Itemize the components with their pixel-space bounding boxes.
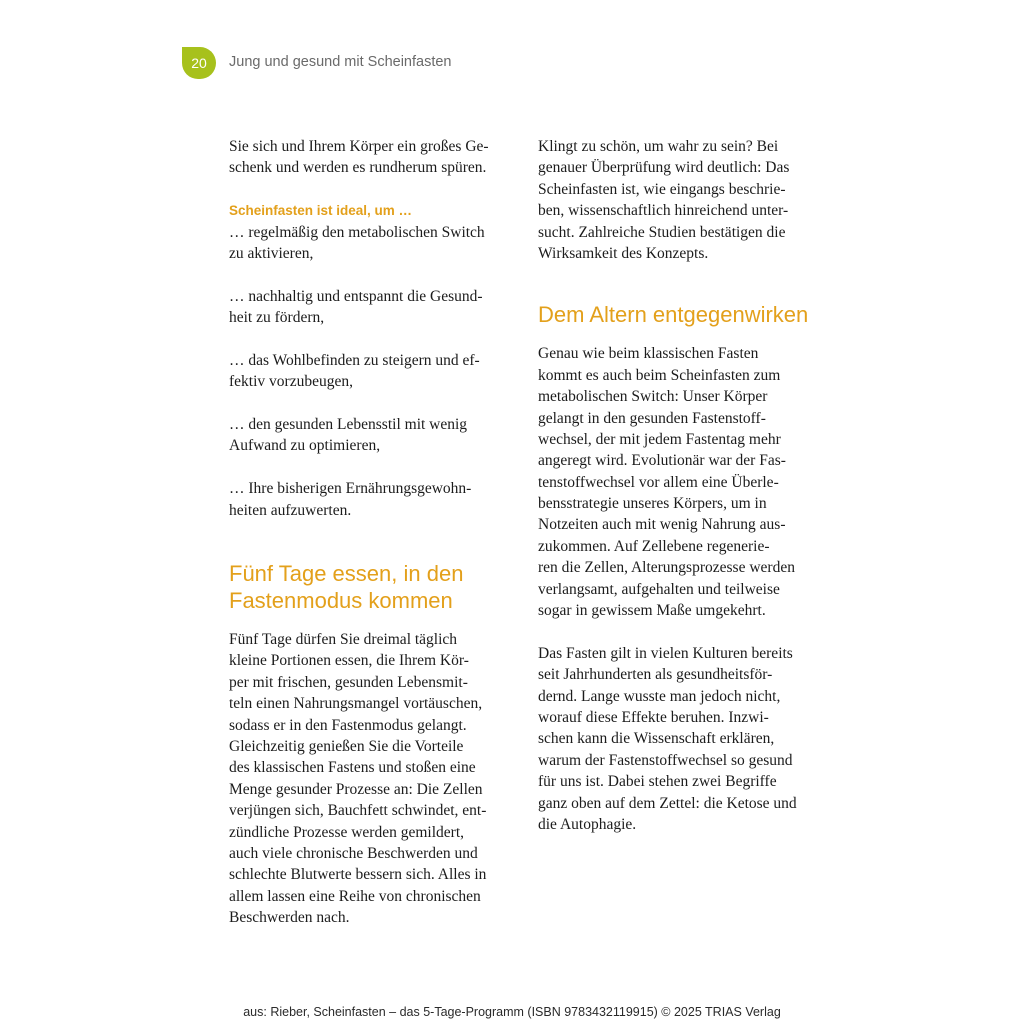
body-line: auch viele chronische Beschwerden und (229, 844, 478, 862)
body-line: bensstrategie unseres Körpers, um in (538, 495, 767, 513)
body-line: Wirksamkeit des Konzepts. (538, 244, 709, 262)
body-line: zündliche Prozesse werden gemildert, (229, 823, 464, 841)
body-line: wechsel, der mit jedem Fastentag mehr (538, 430, 781, 448)
list-item-line: Aufwand zu optimieren, (229, 437, 381, 455)
source-footer: aus: Rieber, Scheinfasten – das 5-Tage-Programm (ISBN 9783432119915) © 2025 TRIAS Verlag (243, 1005, 781, 1019)
list-item-line: … regelmäßig den metabolischen Switch (229, 223, 485, 241)
body-line: ganz oben auf dem Zettel: die Ketose und (538, 794, 797, 812)
body-line: Scheinfasten ist, wie eingangs beschrie- (538, 180, 786, 198)
text-line: Sie sich und Ihrem Körper ein großes Ge- (229, 138, 489, 155)
body-line: schen kann die Wissenschaft erklären, (538, 730, 775, 748)
body-line: genauer Überprüfung wird deutlich: Das (538, 159, 790, 177)
list-item-line: … den gesunden Lebensstil mit wenig (229, 416, 468, 434)
body-line: des klassischen Fastens und stoßen eine (229, 759, 476, 777)
section-heading-line: Fünf Tage essen, in den (229, 561, 464, 587)
body-line: verjüngen sich, Bauchfett schwindet, ent- (229, 802, 487, 820)
body-line: zukommen. Auf Zellebene regenerie- (538, 537, 770, 555)
body-line: für uns ist. Dabei stehen zwei Begriffe (538, 773, 777, 791)
body-line: Gleichzeitig genießen Sie die Vorteile (229, 737, 464, 755)
body-line: Das Fasten gilt in vielen Kulturen bereits (538, 644, 793, 662)
body-line: Klingt zu schön, um wahr zu sein? Bei (538, 138, 779, 155)
list-item-line: heiten aufzuwerten. (229, 501, 352, 519)
section-heading-line: Fastenmodus kommen (229, 588, 453, 614)
body-line: Genau wie beim klassischen Fasten (538, 345, 759, 363)
body-line: sogar in gewissem Maße umgekehrt. (538, 602, 766, 620)
body-line: verlangsamt, aufgehalten und teilweise (538, 580, 780, 598)
left-column (229, 136, 529, 929)
body-line: sucht. Zahlreiche Studien bestätigen die (538, 223, 786, 241)
body-line: die Autophagie. (538, 815, 637, 833)
list-item-line: … Ihre bisherigen Ernährungsgewohn- (229, 480, 472, 498)
list-item-line: zu aktivieren, (229, 244, 314, 262)
body-line: schlechte Blutwerte bessern sich. Alles in (229, 866, 487, 884)
list-item-line: … nachhaltig und entspannt die Gesund- (229, 287, 483, 305)
body-line: Beschwerden nach. (229, 909, 350, 927)
body-line: warum der Fastenstoffwechsel so gesund (538, 751, 793, 769)
text-line: schenk und werden es rundherum spüren. (229, 159, 487, 177)
body-line: angeregt wird. Evolutionär war der Fas- (538, 452, 786, 470)
list-item-line: fektiv vorzubeugen, (229, 373, 353, 391)
body-line: worauf diese Effekte beruhen. Inzwi- (538, 708, 769, 726)
body-line: metabolischen Switch: Unser Körper (538, 388, 768, 406)
body-line: ben, wissenschaftlich hinreichend unter- (538, 202, 789, 220)
body-line: teln einen Nahrungsmangel vortäuschen, (229, 695, 483, 713)
list-item-line: heit zu fördern, (229, 309, 325, 327)
body-line: seit Jahrhunderten als gesundheitsför- (538, 666, 773, 684)
page-number-badge: 20 (182, 47, 216, 79)
body-line: kommt es auch beim Scheinfasten zum (538, 366, 781, 384)
body-line: tenstoffwechsel vor allem eine Überle- (538, 473, 779, 491)
right-column (538, 136, 822, 835)
list-item-line: … das Wohlbefinden zu steigern und ef- (229, 351, 480, 369)
section-heading: Dem Altern entgegenwirken (538, 302, 809, 328)
running-title: Jung und gesund mit Scheinfasten (229, 54, 452, 70)
body-line: ren die Zellen, Alterungsprozesse werden (538, 559, 795, 577)
body-line: Menge gesunder Prozesse an: Die Zellen (229, 780, 483, 798)
body-line: allem lassen eine Reihe von chronischen (229, 887, 481, 905)
body-line: gelangt in den gesunden Fastenstoff- (538, 409, 766, 427)
body-line: dernd. Lange wusste man jedoch nicht, (538, 687, 781, 705)
body-line: Fünf Tage dürfen Sie dreimal täglich (229, 631, 458, 649)
body-line: Notzeiten auch mit wenig Nahrung aus- (538, 516, 786, 534)
body-line: per mit frischen, gesunden Lebensmit- (229, 673, 468, 691)
list-lead: Scheinfasten ist ideal, um … (229, 203, 413, 219)
body-line: sodass er in den Fastenmodus gelangt. (229, 716, 467, 734)
body-line: kleine Portionen essen, die Ihrem Kör- (229, 652, 469, 670)
